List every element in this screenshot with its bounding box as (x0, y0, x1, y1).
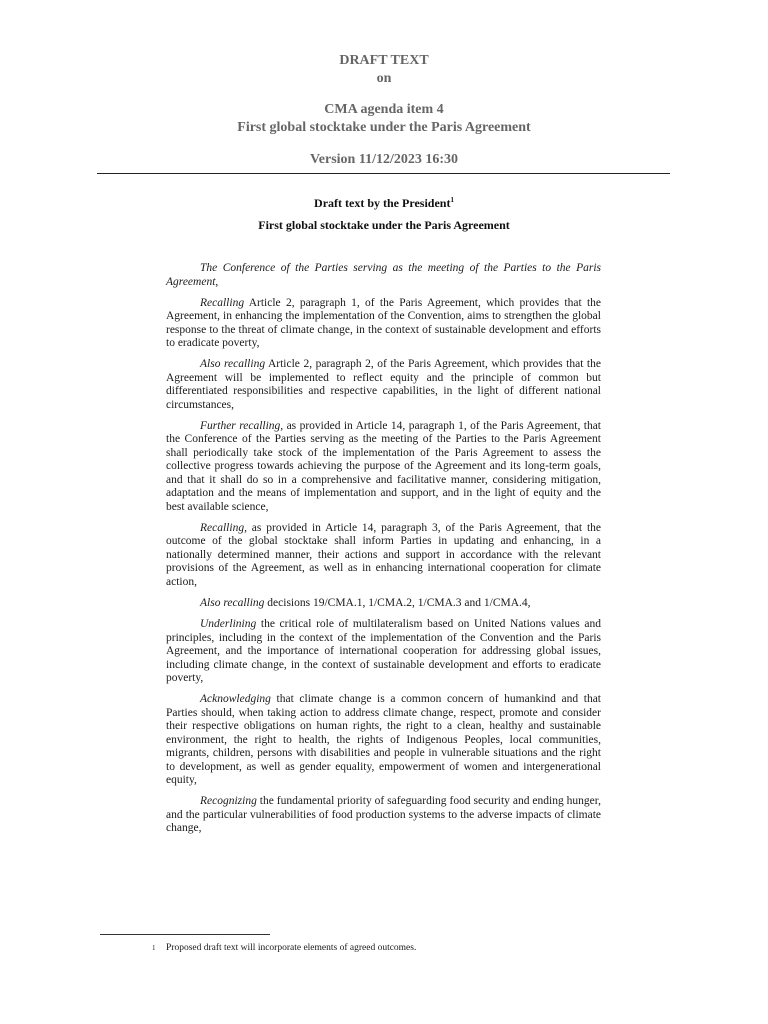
paragraph-lead: Also recalling (200, 358, 266, 371)
version-line: Version 11/12/2023 16:30 (309, 152, 459, 167)
paragraph (166, 597, 601, 611)
footnote (152, 942, 652, 954)
paragraph (166, 618, 601, 686)
paragraph-lead: The Conference of the Parties serving as the meeting of the Parties to the Paris Agreement (166, 262, 601, 288)
footnote-divider (100, 934, 270, 935)
paragraph-lead: Recalling (200, 296, 245, 309)
paragraph (166, 693, 601, 788)
paragraph (166, 297, 601, 351)
paragraph-text: that climate change is a common concern of humankind and that Parties should, when taking action to address climate change, respect, promote and consider their respective obligations on human rights, the right to a clean, healthy and sustainable environment, the right to health, the rights of Indigenous Peoples, local communities, migrants, children, persons with disabilities and people in vulnerable situations and the right to development, as well as gender equality, empowerment of women and intergenerational equity, (166, 693, 601, 787)
section-title: First global stocktake under the Paris Agreement (258, 218, 510, 232)
paragraph (166, 262, 601, 289)
paragraph-text: Article 2, paragraph 2, of the Paris Agreement, which provides that the Agreement will be implemented to reflect equity and the principle of common but differentiated responsibilities and respective capabilities, in the light of different national circumstances, (166, 358, 601, 411)
paragraph-text: Article 2, paragraph 1, of the Paris Agreement, which provides that the Agreement, in enhancing the implementation of the Convention, aims to strengthen the global response to the threat of climate change, in the context of sustainable development and efforts to eradicate poverty, (166, 296, 601, 350)
paragraph-text: as provided in Article 14, paragraph 3, of the Paris Agreement, that the outcome of the global stocktake shall inform Parties in updating and enhancing, in a nationally determined manner, their actions and support in accordance with the relevant provisions of the Agreement, as well as in enhancing international cooperation for climate action, (166, 521, 601, 588)
paragraph-lead: Further recalling, (200, 419, 284, 432)
paragraph-text: , (215, 275, 219, 288)
paragraph (166, 358, 601, 412)
paragraph-lead: Underlining (200, 618, 257, 631)
paragraph-text: as provided in Article 14, paragraph 1, of the Paris Agreement, that the Conference of the Parties serving as the meeting of the Parties to the Paris Agreement shall periodically take stock of the implementation of the Paris Agreement to assess the collective progress towards achieving the purpose of the Agreement and its long-term goals, and that it shall do so in a comprehensive and facilitative manner, considering mitigation, adaptation and the means of implementation and support, and in the light of equity and the best available science, (166, 419, 601, 513)
draft-by-label: Draft text by the President (314, 196, 451, 210)
doc-header-draft-text: DRAFT TEXT (339, 53, 429, 68)
paragraph-text: the critical role of multilateralism based on United Nations values and principles, including in the context of the implementation of the Convention and the Paris Agreement, and the importance of international cooperation for addressing global issues, including climate change, in the context of sustainable development and efforts to eradicate poverty, (166, 618, 601, 685)
paragraph-text: decisions 19/CMA.1, 1/CMA.2, 1/CMA.3 and 1/CMA.4, (264, 596, 531, 609)
paragraph (166, 420, 601, 515)
paragraph-lead: Recognizing (200, 795, 257, 808)
paragraph-lead: Recalling, (200, 521, 247, 534)
paragraph (166, 795, 601, 836)
doc-header-on: on (376, 71, 392, 86)
footnote-ref[interactable]: 1 (450, 196, 454, 204)
doc-title: First global stocktake under the Paris Agreement (237, 120, 531, 135)
draft-by-president-heading (0, 196, 768, 211)
footnote-text: Proposed draft text will incorporate elements of agreed outcomes. (166, 943, 417, 953)
header-divider (97, 173, 670, 174)
paragraph-lead: Also recalling (200, 596, 265, 609)
paragraph-text: the fundamental priority of safeguarding food security and ending hunger, and the particular vulnerabilities of food production systems to the adverse impacts of climate change, (166, 795, 601, 835)
footnote-mark: 1 (152, 944, 156, 952)
agenda-item: CMA agenda item 4 (324, 102, 444, 117)
paragraph (166, 522, 601, 590)
paragraph-lead: Acknowledging (200, 693, 271, 706)
document-body (166, 262, 601, 843)
